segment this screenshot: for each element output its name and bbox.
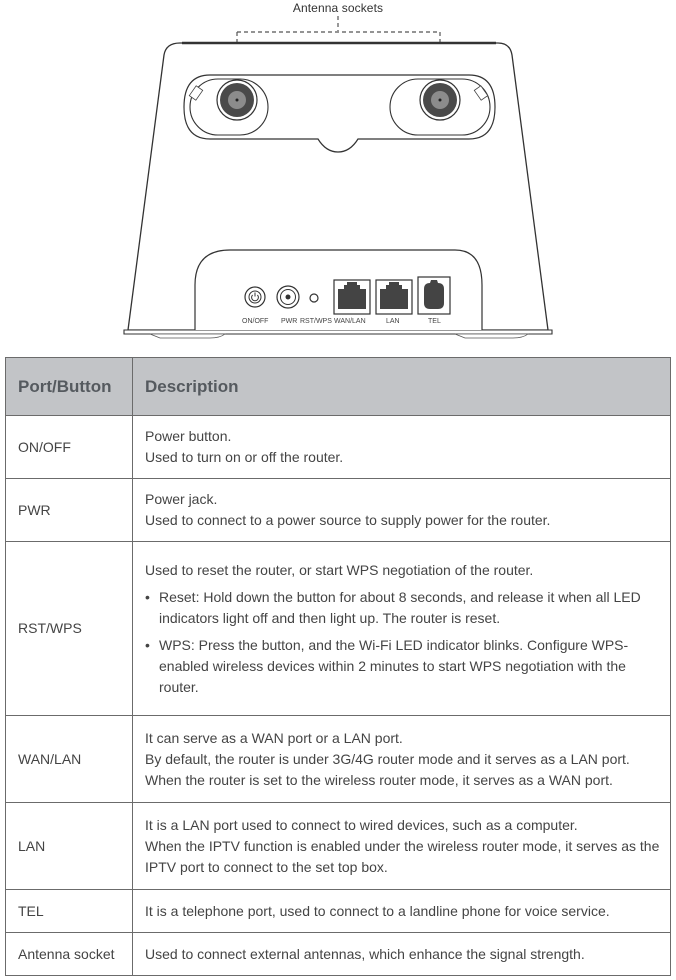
wan-lan-port-icon [334,280,370,314]
description-line: Used to turn on or off the router. [145,449,344,465]
description-line: Power jack. [145,491,218,507]
port-name: Antenna socket [6,933,133,976]
lan-port-icon [376,280,412,314]
description-line: Used to reset the router, or start WPS negotiation of the router. [145,561,534,578]
port-label-lan: LAN [386,318,400,325]
router-rear-panel-figure [0,0,676,350]
table-row [6,479,671,542]
port-description [133,890,671,933]
power-button-icon [245,287,265,307]
description-line: When the IPTV function is enabled under the wireless router mode, it serves as the IPTV port to connect to the set top box. [145,837,660,875]
antenna-socket-left [217,80,257,120]
power-jack-icon [277,286,299,308]
port-description [133,479,671,542]
table-row [6,933,671,976]
port-name: TEL [6,890,133,933]
description-line: When the router is set to the wireless router mode, it serves as a WAN port. [145,771,613,788]
port-label-rst-wps: RST/WPS [300,318,332,325]
port-name: ON/OFF [6,416,133,479]
description-line: It is a telephone port, used to connect to a landline phone for voice service. [145,902,610,919]
table-row [6,716,671,803]
description-line: It is a LAN port used to connect to wired devices, such as a computer. [145,816,578,833]
bullet-item: • WPS: Press the button, and the Wi-Fi LED indicator blinks. Configure WPS-enabled wireless devices within 2 minutes to start WPS negotiation with the router. [145,635,660,698]
port-name: PWR [6,479,133,542]
tel-port-icon [418,277,450,314]
table-row [6,416,671,479]
router-illustration [0,0,676,350]
port-name: RST/WPS [6,542,133,716]
port-label-tel: TEL [428,318,441,325]
table-row [6,542,671,716]
port-description [133,542,671,716]
description-line: It can serve as a WAN port or a LAN port. [145,729,403,746]
port-description-table [5,357,671,976]
reset-pinhole-icon [310,294,318,302]
description-line: By default, the router is under 3G/4G router mode and it serves as a LAN port. [145,750,630,767]
description-line: Used to connect to a power source to supply power for the router. [145,512,551,528]
port-description [133,416,671,479]
description-line: Used to connect external antennas, which enhance the signal strength. [145,945,585,962]
port-description [133,933,671,976]
port-label-pwr: PWR [281,318,298,325]
port-description [133,803,671,890]
header-description: Description [133,358,671,416]
port-label-on-off: ON/OFF [242,318,269,325]
table-row [6,803,671,890]
description-line: Power button. [145,428,232,444]
port-label-wan-lan: WAN/LAN [334,318,366,325]
port-description [133,716,671,803]
port-name: WAN/LAN [6,716,133,803]
antenna-sockets-callout: Antenna sockets [292,1,384,15]
antenna-socket-right [420,80,460,120]
table-row [6,890,671,933]
header-port-button: Port/Button [6,358,133,416]
table-header-row [6,358,671,416]
port-name: LAN [6,803,133,890]
bullet-item: • Reset: Hold down the button for about 8 seconds, and release it when all LED indicators light off and then light up. The router is reset. [145,587,660,629]
